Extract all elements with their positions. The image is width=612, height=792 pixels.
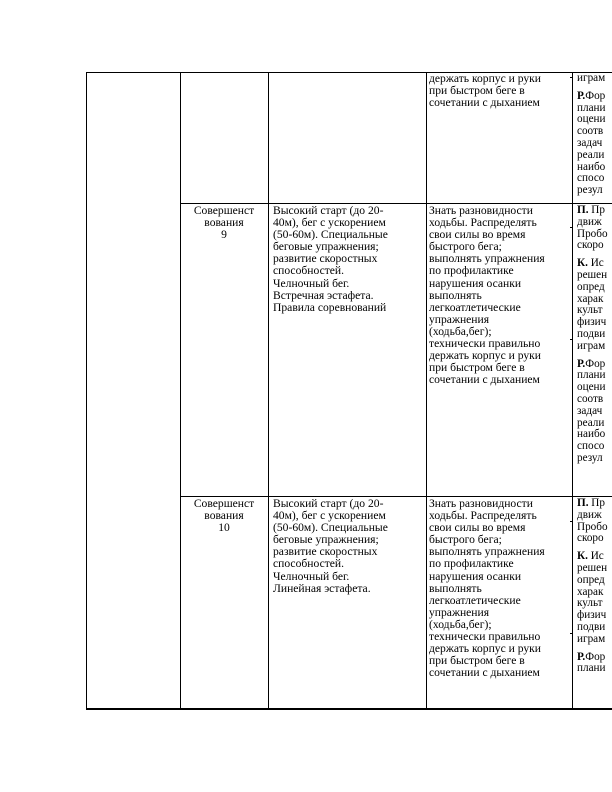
topic-line: Высокий старт (до 20- [273, 498, 384, 510]
uud-line: подви [577, 620, 606, 633]
goal-line: сочетании с дыханием [429, 666, 540, 680]
edge-tick [570, 227, 573, 228]
uud-line: плани [577, 369, 606, 382]
goal-line: Знать разновидности [429, 205, 533, 217]
col-border-2 [180, 72, 181, 710]
uud-block [577, 73, 612, 85]
uud-line: харак [577, 585, 604, 598]
topic-line: Челночный бег. [273, 569, 350, 583]
uud-line: скоро [577, 239, 604, 252]
uud-cell-9 [577, 205, 612, 471]
lesson-line: вования [204, 216, 244, 230]
uud-line: наибо [577, 160, 606, 173]
goal-cell-9 [429, 205, 568, 386]
uud-block-regulative [577, 91, 612, 197]
edge-tick [570, 339, 573, 340]
uud-block-communicative [577, 551, 612, 645]
uud-line: резул [577, 184, 603, 197]
uud-cell-continued [577, 73, 612, 203]
topic-line: (50-60м). Специальные [273, 521, 388, 535]
uud-line: опред [577, 573, 605, 586]
uud-line: решен [577, 561, 608, 574]
col-border-5 [572, 72, 573, 710]
uud-line: физич [577, 609, 607, 622]
topic-cell-10 [273, 498, 425, 595]
uud-line: играм [577, 632, 606, 645]
topic-line: развитие скоростных [273, 545, 378, 559]
topic-line: 40м), бег с ускорением [273, 509, 386, 523]
uud-line: задач [577, 136, 603, 149]
goal-line: выполнять упражнения [429, 545, 545, 559]
uud-line: спосо [577, 172, 605, 185]
uud-line: решен [577, 268, 608, 281]
uud-line: Пробо [577, 520, 608, 533]
goal-line: держать корпус и руки [429, 73, 542, 85]
uud-line: реали [577, 148, 605, 161]
uud-line: играм [577, 339, 606, 352]
goal-line: ходьбы. Распределять [429, 216, 537, 230]
col-border-1 [86, 72, 87, 710]
uud-line: Пр [588, 205, 605, 216]
uud-label: Р. [577, 89, 586, 102]
uud-line: движ [577, 215, 602, 228]
lesson-line: вования [204, 509, 244, 523]
uud-line: оцени [577, 113, 606, 126]
lesson-number-cell-10 [181, 498, 267, 534]
goal-line: выполнять [429, 581, 482, 595]
uud-line: соотв [577, 125, 604, 138]
topic-line: 40м), бег с ускорением [273, 216, 386, 230]
goal-line: по профилактике [429, 557, 514, 571]
uud-line: соотв [577, 392, 604, 405]
row-divider-10 [181, 496, 612, 497]
topic-line: Правила соревнований [273, 300, 387, 314]
uud-cell-10 [577, 498, 612, 681]
uud-block-cognitive [577, 205, 612, 252]
uud-line: Фор [585, 89, 606, 102]
goal-line: по профилактике [429, 264, 514, 278]
uud-line: плани [577, 662, 606, 675]
edge-tick [570, 633, 573, 634]
goal-line: быстрого бега; [429, 533, 502, 547]
topic-cell-9 [273, 205, 425, 314]
uud-line: реали [577, 416, 605, 429]
uud-label: К. [577, 257, 588, 270]
edge-tick [570, 77, 573, 78]
row-divider-9 [181, 203, 612, 204]
goal-line: упражнения [429, 312, 490, 326]
edge-tick [570, 521, 573, 522]
uud-line: играм [577, 73, 606, 84]
goal-cell-10 [429, 498, 568, 679]
uud-block-regulative [577, 652, 612, 676]
col-border-3 [268, 72, 269, 710]
topic-line: беговые упражнения; [273, 240, 379, 254]
goal-line: выполнять упражнения [429, 252, 545, 266]
goal-line: (ходьба,бег); [429, 617, 492, 631]
goal-line: сочетании с дыханием [429, 96, 540, 110]
goal-line: быстрого бега; [429, 240, 502, 254]
goal-line: сочетании с дыханием [429, 373, 540, 387]
topic-line: (50-60м). Специальные [273, 228, 388, 242]
goal-line: нарушения осанки [429, 569, 522, 583]
uud-line: оцени [577, 381, 606, 394]
lesson-line: Совершенст [193, 205, 255, 217]
uud-line: культ [577, 597, 603, 610]
uud-line: Фор [585, 650, 606, 663]
uud-line: культ [577, 304, 603, 317]
topic-line: Челночный бег. [273, 276, 350, 290]
uud-line: резул [577, 451, 603, 464]
goal-line: легкоатлетические [429, 593, 521, 607]
uud-label: П. [577, 205, 589, 216]
uud-line: спосо [577, 440, 605, 453]
uud-line: скоро [577, 532, 604, 545]
goal-line: технически правильно [429, 337, 541, 351]
uud-line: движ [577, 508, 602, 521]
uud-block-regulative [577, 359, 612, 465]
lesson-number: 9 [221, 228, 227, 242]
uud-line: Ис [587, 550, 604, 563]
uud-label: Р. [577, 650, 586, 663]
goal-line: при быстром беге в [429, 654, 525, 668]
goal-line: упражнения [429, 605, 490, 619]
uud-line: Ис [587, 257, 604, 270]
goal-line: при быстром беге в [429, 84, 525, 98]
goal-line: Знать разновидности [429, 498, 533, 510]
uud-block-communicative [577, 258, 612, 352]
topic-line: Высокий старт (до 20- [273, 205, 384, 217]
goal-line: при быстром беге в [429, 361, 525, 375]
goal-cell-continued [429, 73, 568, 109]
goal-line: ходьбы. Распределять [429, 509, 537, 523]
topic-line: Линейная эстафета. [273, 581, 371, 595]
goal-line: держать корпус и руки [429, 642, 542, 656]
goal-line: технически правильно [429, 630, 541, 644]
uud-line: подви [577, 327, 606, 340]
topic-line: Встречная эстафета. [273, 288, 374, 302]
lesson-number-cell-9 [181, 205, 267, 241]
goal-line: держать корпус и руки [429, 349, 542, 363]
uud-label: К. [577, 550, 588, 563]
lesson-line: Совершенст [193, 498, 255, 510]
goal-line: выполнять [429, 288, 482, 302]
goal-line: свои силы во время [429, 521, 526, 535]
topic-line: способностей. [273, 557, 345, 571]
goal-line: нарушения осанки [429, 276, 522, 290]
table-bottom-border [86, 708, 612, 710]
uud-line: наибо [577, 428, 606, 441]
lesson-number: 10 [218, 521, 230, 535]
uud-line: опред [577, 280, 605, 293]
uud-line: Пробо [577, 227, 608, 240]
topic-line: развитие скоростных [273, 252, 378, 266]
uud-label: Р. [577, 357, 586, 370]
topic-line: беговые упражнения; [273, 533, 379, 547]
goal-line: свои силы во время [429, 228, 526, 242]
goal-line: легкоатлетические [429, 300, 521, 314]
goal-line: (ходьба,бег); [429, 324, 492, 338]
uud-line: харак [577, 292, 604, 305]
uud-block-cognitive [577, 498, 612, 545]
uud-line: Пр [588, 498, 605, 509]
uud-line: задач [577, 404, 603, 417]
topic-line: способностей. [273, 264, 345, 278]
col-border-4 [426, 72, 427, 710]
uud-label: П. [577, 498, 589, 509]
uud-line: физич [577, 316, 607, 329]
uud-line: плани [577, 101, 606, 114]
uud-line: Фор [585, 357, 606, 370]
